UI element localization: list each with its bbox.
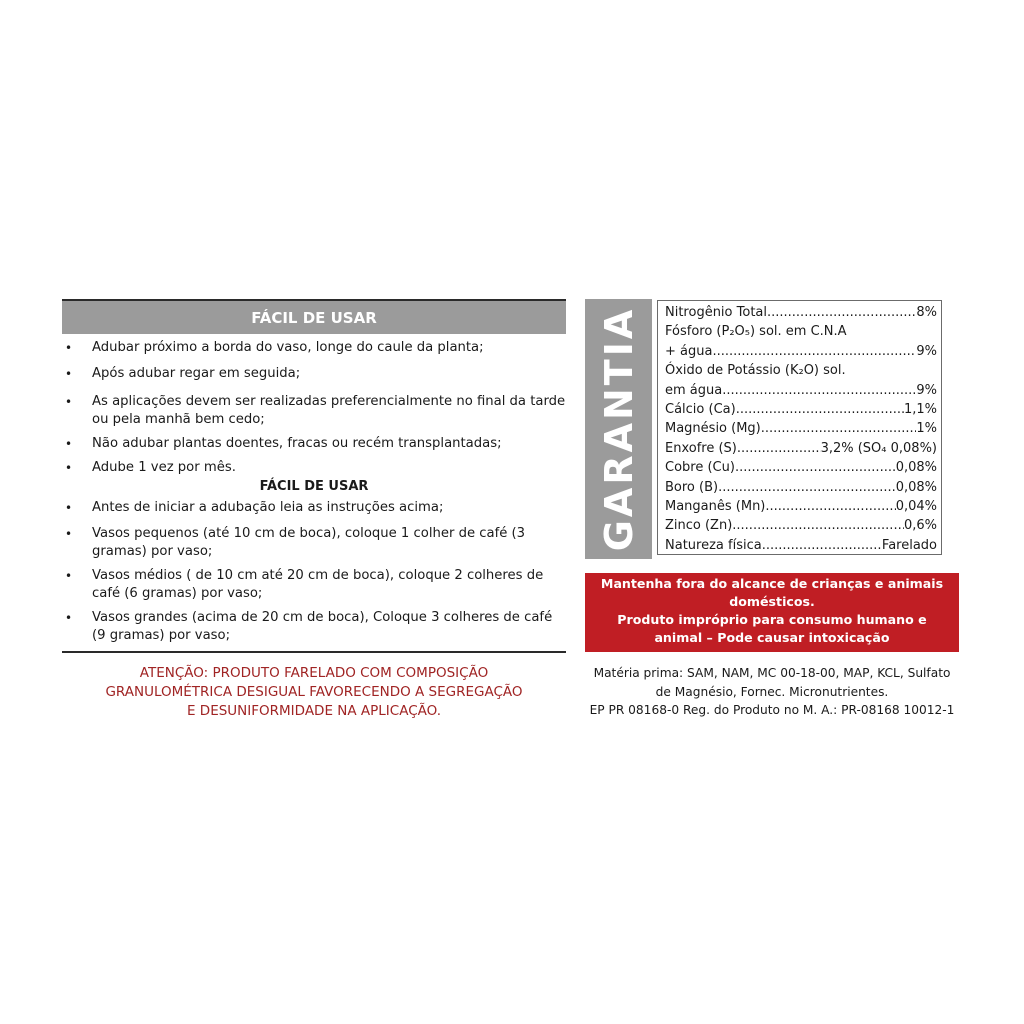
- guarantee-row: [665, 478, 941, 497]
- guarantee-value: 9%: [916, 343, 937, 359]
- usage-panel: [62, 299, 566, 653]
- bottom-rule: [62, 651, 566, 653]
- attention-notice: [62, 664, 566, 721]
- guarantee-row: [665, 361, 941, 380]
- guarantee-label: Nitrogênio Total: [665, 305, 767, 320]
- guarantee-title: GARANTIA: [596, 306, 641, 552]
- list-item: • Não adubar plantas doentes, fracas ou recém transplantadas;: [62, 435, 566, 453]
- leader-dots: [736, 400, 904, 419]
- warning-line: animal – Pode causar intoxicação: [654, 630, 890, 645]
- list-item: • Após adubar regar em seguida;: [62, 365, 566, 383]
- materia-line: Matéria prima: SAM, NAM, MC 00-18-00, MAP, KCL, Sulfato: [593, 666, 951, 680]
- dosage-list: [62, 499, 566, 645]
- guarantee-value: 3,2% (SO₄ 0,08%): [820, 440, 937, 456]
- guarantee-label: Enxofre (S): [665, 440, 737, 456]
- leader-dots: [767, 303, 916, 322]
- list-item: • Vasos médios ( de 10 cm até 20 cm de boca), coloque 2 colheres de café (6 gramas) por vaso;: [62, 567, 566, 603]
- list-item: • Adubar próximo a borda do vaso, longe do caule da planta;: [62, 339, 566, 357]
- leader-dots: [765, 497, 895, 516]
- guarantee-label: Fósforo (P₂O₅) sol. em C.N.A: [665, 324, 847, 340]
- guarantee-label: Magnésio (Mg): [665, 421, 761, 437]
- guarantee-label: Natureza física: [665, 537, 762, 553]
- guarantee-label: Óxido de Potássio (K₂O) sol.: [665, 363, 846, 379]
- guarantee-label: Zinco (Zn): [665, 518, 733, 534]
- usage-subheader: FÁCIL DE USAR: [259, 479, 369, 494]
- guarantee-value: 0,08%: [895, 460, 937, 476]
- guarantee-row: [665, 458, 941, 477]
- guarantee-value: 1,1%: [903, 402, 937, 418]
- guarantee-value: 0,6%: [903, 518, 937, 534]
- raw-material-info: [578, 664, 966, 720]
- leader-dots: [732, 516, 904, 535]
- attention-line: E DESUNIFORMIDADE NA APLICAÇÃO.: [186, 703, 441, 719]
- guarantee-row: [665, 342, 941, 361]
- leader-dots: [718, 478, 896, 497]
- guarantee-value: Farelado: [881, 537, 937, 553]
- guarantee-row: [665, 536, 941, 555]
- guarantee-band: [585, 299, 652, 559]
- leader-dots: [762, 536, 882, 555]
- guarantee-label: Boro (B): [665, 479, 719, 495]
- list-item: • Adube 1 vez por mês.: [62, 459, 566, 477]
- leader-dots: [761, 419, 917, 438]
- guarantee-label: Manganês (Mn): [665, 499, 766, 515]
- guarantee-row: [665, 497, 941, 516]
- guarantee-row: [665, 516, 941, 535]
- usage-header: FÁCIL DE USAR: [62, 301, 566, 334]
- guarantee-value: 0,08%: [895, 479, 937, 495]
- guarantee-label: Cobre (Cu): [665, 460, 735, 476]
- leader-dots: [737, 439, 821, 458]
- guarantee-panel: [585, 299, 959, 559]
- guarantee-table: [657, 300, 942, 555]
- guarantee-label: + água: [665, 343, 713, 359]
- warning-line: Produto impróprio para consumo humano e: [617, 612, 927, 627]
- guarantee-value: 1%: [916, 421, 937, 437]
- attention-line: GRANULOMÉTRICA DESIGUAL FAVORECENDO A SEGREGAÇÃO: [105, 684, 523, 700]
- guarantee-row: [665, 419, 941, 438]
- warning-line: domésticos.: [729, 594, 815, 609]
- guarantee-value: 9%: [916, 382, 937, 398]
- materia-line: de Magnésio, Fornec. Micronutrientes.: [655, 684, 889, 699]
- guarantee-row: [665, 439, 941, 458]
- leader-dots: [735, 458, 896, 477]
- guarantee-label: Cálcio (Ca): [665, 402, 736, 418]
- safety-warning: [585, 573, 959, 652]
- attention-line: ATENÇÃO: PRODUTO FARELADO COM COMPOSIÇÃO: [139, 665, 489, 681]
- guarantee-row: [665, 303, 941, 322]
- guarantee-label: em água: [665, 382, 723, 398]
- guarantee-row: [665, 322, 941, 341]
- guarantee-value: 0,04%: [895, 499, 937, 515]
- warning-line: Mantenha fora do alcance de crianças e animais: [600, 576, 944, 591]
- guarantee-row: [665, 381, 941, 400]
- guarantee-row: [665, 400, 941, 419]
- list-item: • Vasos pequenos (até 10 cm de boca), coloque 1 colher de café (3 gramas) por vaso;: [62, 525, 566, 561]
- guarantee-value: 8%: [916, 305, 937, 320]
- leader-dots: [722, 381, 916, 400]
- leader-dots: [712, 342, 916, 361]
- usage-list: [62, 339, 566, 477]
- list-item: • Vasos grandes (acima de 20 cm de boca), Coloque 3 colheres de café (9 gramas) por vaso;: [62, 609, 566, 645]
- list-item: • As aplicações devem ser realizadas preferencialmente no final da tarde ou pela manhã bem cedo;: [62, 393, 566, 429]
- registration-line: EP PR 08168-0 Reg. do Produto no M. A.: PR-08168 10012-1: [589, 703, 955, 717]
- list-item: • Antes de iniciar a adubação leia as instruções acima;: [62, 499, 566, 517]
